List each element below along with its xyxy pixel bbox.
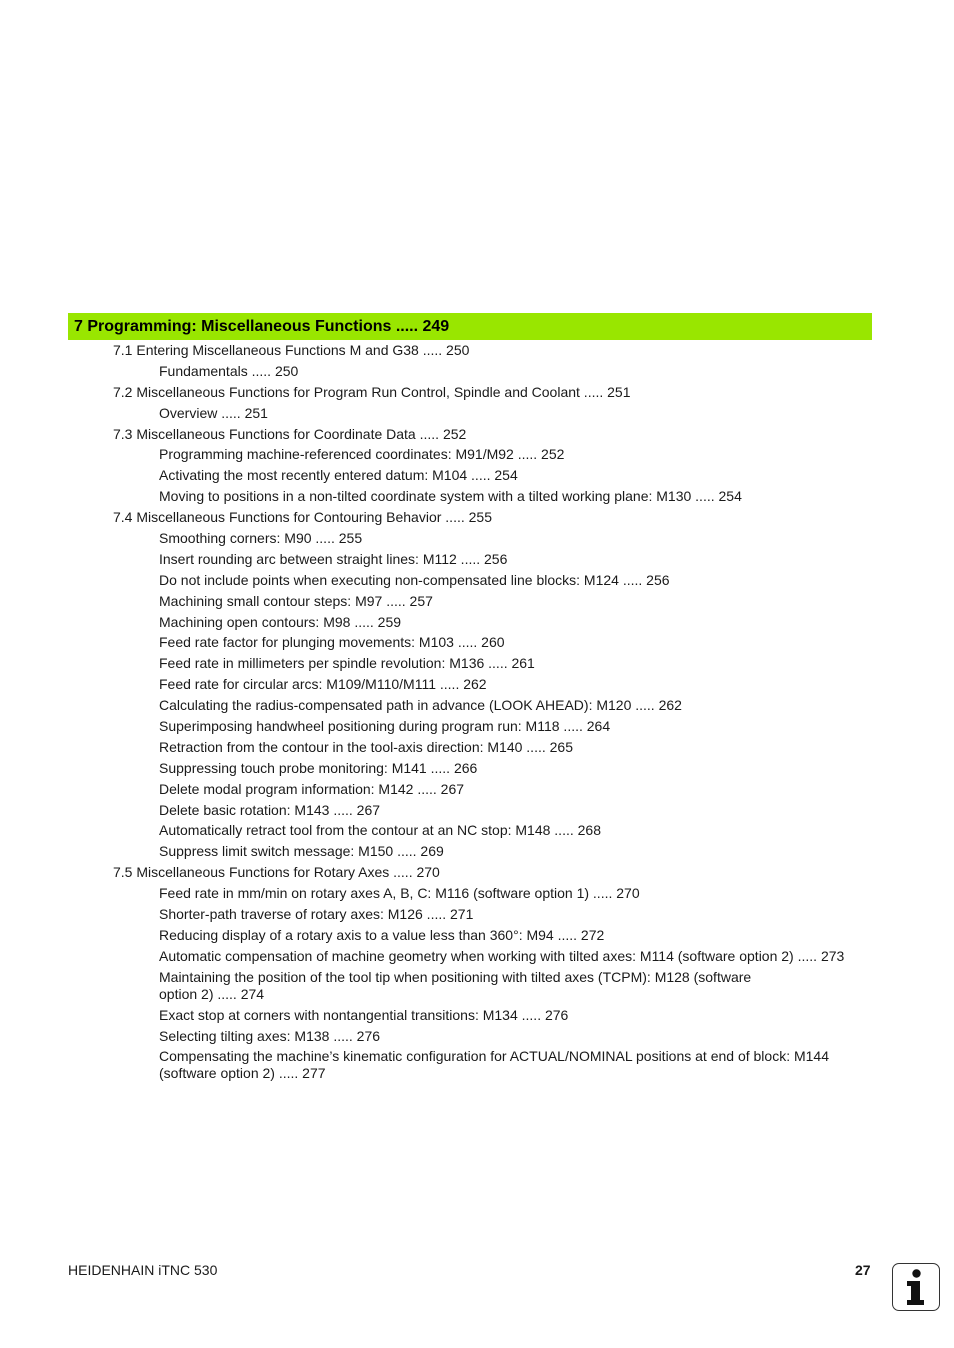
toc-subsection[interactable]: Do not include points when executing non-compensated line blocks: M124 ..... 256 <box>159 571 670 588</box>
toc-subsection[interactable]: Suppress limit switch message: M150 ..... 269 <box>159 843 444 860</box>
toc-subsection[interactable]: Smoothing corners: M90 ..... 255 <box>159 530 363 547</box>
info-icon <box>892 1263 940 1311</box>
toc-subsection[interactable]: Compensating the machine’s kinematic configuration for ACTUAL/NOMINAL positions at end of block: M144 (software option 2) ..... 277 <box>159 1048 829 1082</box>
chapter-heading: 7 Programming: Miscellaneous Functions ..... 249 <box>68 313 872 340</box>
toc-subsection[interactable]: Automatic compensation of machine geometry when working with tilted axes: M114 (software option 2) ..... 273 <box>159 947 845 964</box>
toc-subsection[interactable]: Superimposing handwheel positioning during program run: M118 ..... 264 <box>159 718 611 735</box>
toc-section[interactable]: 7.4 Miscellaneous Functions for Contouring Behavior ..... 255 <box>113 509 492 526</box>
toc-subsection[interactable]: Moving to positions in a non-tilted coordinate system with a tilted working plane: M130 ..... 254 <box>159 488 742 505</box>
table-of-contents <box>0 342 954 1086</box>
toc-subsection[interactable]: Programming machine-referenced coordinates: M91/M92 ..... 252 <box>159 446 565 463</box>
toc-section[interactable]: 7.1 Entering Miscellaneous Functions M and G38 ..... 250 <box>113 342 470 358</box>
toc-subsection[interactable]: Machining small contour steps: M97 ..... 257 <box>159 592 433 609</box>
toc-subsection[interactable]: Maintaining the position of the tool tip when positioning with tilted axes (TCPM): M128 (software option 2) ..... 274 <box>159 968 752 1002</box>
toc-subsection[interactable]: Overview ..... 251 <box>159 404 268 421</box>
toc-subsection[interactable]: Feed rate factor for plunging movements: M103 ..... 260 <box>159 634 505 651</box>
toc-subsection[interactable]: Machining open contours: M98 ..... 259 <box>159 613 402 630</box>
page-number: 27 <box>855 1262 871 1278</box>
toc-subsection[interactable]: Feed rate in millimeters per spindle revolution: M136 ..... 261 <box>159 655 535 672</box>
toc-subsection[interactable]: Delete modal program information: M142 ..... 267 <box>159 780 465 797</box>
toc-subsection[interactable]: Selecting tilting axes: M138 ..... 276 <box>159 1027 381 1044</box>
toc-subsection[interactable]: Delete basic rotation: M143 ..... 267 <box>159 801 381 818</box>
toc-subsection[interactable]: Activating the most recently entered datum: M104 ..... 254 <box>159 467 518 484</box>
toc-subsection[interactable]: Suppressing touch probe monitoring: M141 ..... 266 <box>159 759 478 776</box>
toc-subsection[interactable]: Automatically retract tool from the contour at an NC stop: M148 ..... 268 <box>159 822 601 839</box>
toc-subsection[interactable]: Exact stop at corners with nontangential transitions: M134 ..... 276 <box>159 1006 569 1023</box>
toc-subsection[interactable]: Reducing display of a rotary axis to a value less than 360°: M94 ..... 272 <box>159 926 605 943</box>
toc-subsection[interactable]: Shorter-path traverse of rotary axes: M126 ..... 271 <box>159 906 474 923</box>
toc-section[interactable]: 7.2 Miscellaneous Functions for Program Run Control, Spindle and Coolant ..... 251 <box>113 383 631 400</box>
toc-subsection[interactable]: Retraction from the contour in the tool-axis direction: M140 ..... 265 <box>159 738 573 755</box>
footer-product-name: HEIDENHAIN iTNC 530 <box>68 1262 218 1278</box>
toc-subsection[interactable]: Calculating the radius-compensated path in advance (LOOK AHEAD): M120 ..... 262 <box>159 697 682 714</box>
toc-subsection[interactable]: Feed rate for circular arcs: M109/M110/M111 ..... 262 <box>159 676 487 693</box>
toc-section[interactable]: 7.5 Miscellaneous Functions for Rotary Axes ..... 270 <box>113 864 440 881</box>
toc-subsection[interactable]: Feed rate in mm/min on rotary axes A, B, C: M116 (software option 1) ..... 270 <box>159 885 640 902</box>
toc-subsection[interactable]: Fundamentals ..... 250 <box>159 362 299 379</box>
toc-subsection[interactable]: Insert rounding arc between straight lines: M112 ..... 256 <box>159 550 508 567</box>
toc-section[interactable]: 7.3 Miscellaneous Functions for Coordinate Data ..... 252 <box>113 425 467 442</box>
